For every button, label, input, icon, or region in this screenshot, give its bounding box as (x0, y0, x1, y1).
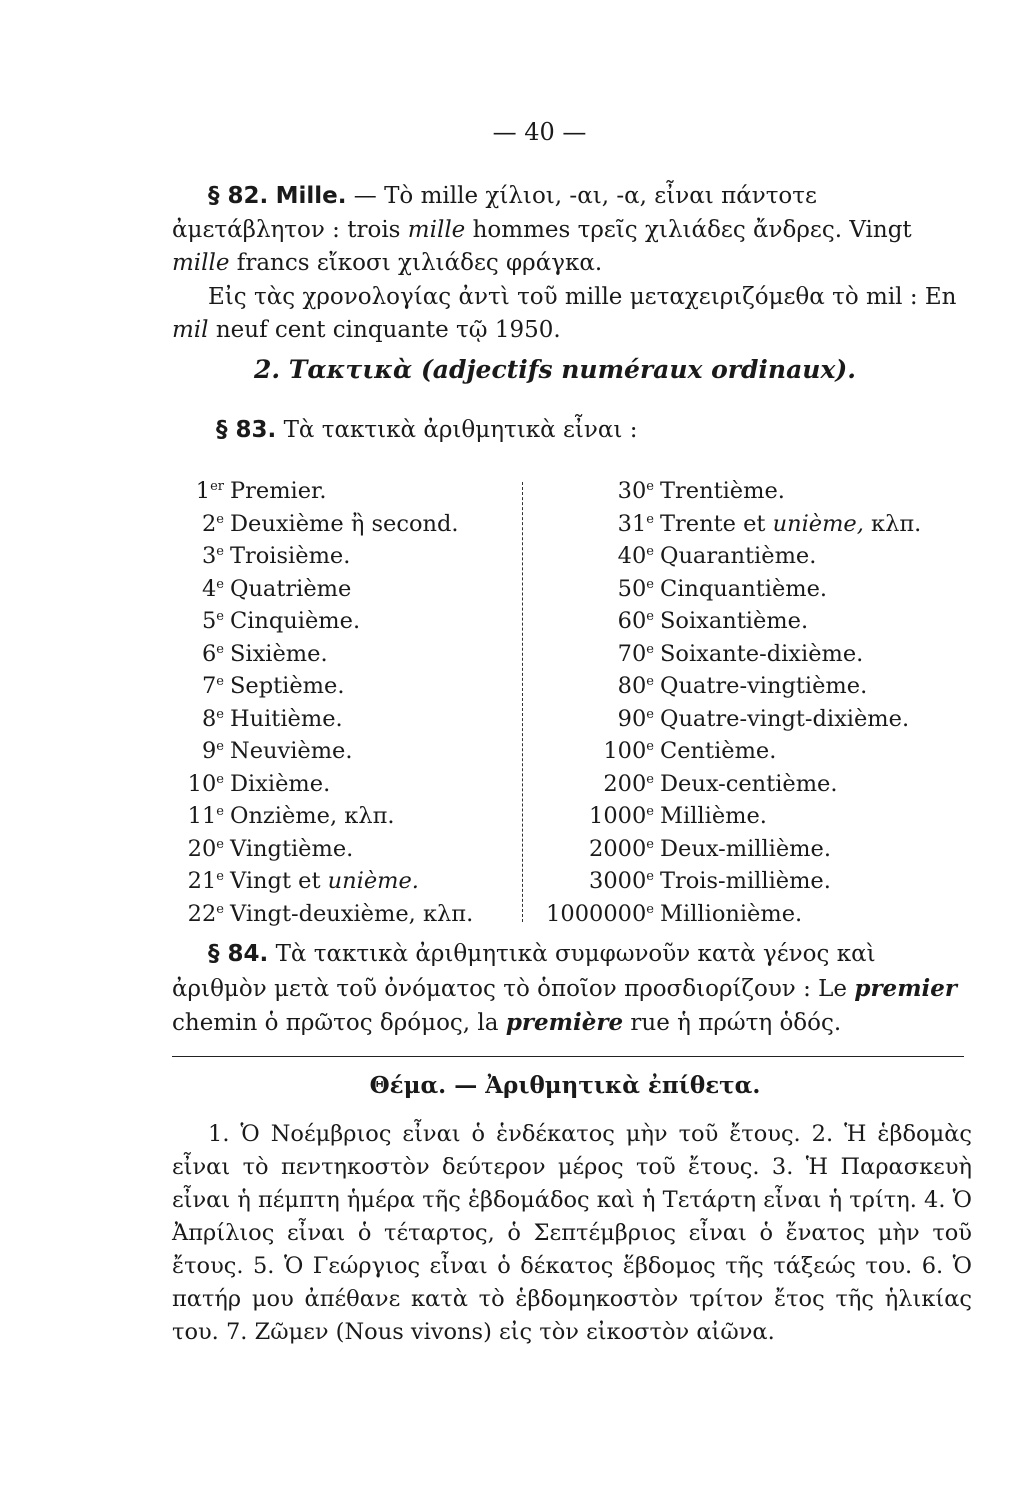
ordinal-row-right (530, 573, 921, 606)
ordinal-number: 80e (617, 673, 654, 699)
ordinal-suffix: e (216, 771, 224, 787)
s84-premiere: première (505, 1009, 624, 1036)
s82-text-1a: Τὸ mille χίλιοι, -αι, -α, εἶναι πάντοτε ἀμετάβλητον : trois (172, 183, 817, 243)
ordinal-suffix: e (646, 641, 654, 657)
ordinal-number: 21e (187, 868, 224, 894)
ordinal-row-right (530, 735, 921, 768)
section-2-title: 2. Τακτικὰ (adjectifs numéraux ordinaux). (254, 355, 856, 384)
s82-mille-italic-1: mille (407, 216, 466, 243)
ordinal-label: Troisième. (230, 543, 351, 569)
s83-text: Τὰ τακτικὰ ἀριθμητικὰ εἶναι : (276, 417, 638, 443)
ordinal-number: 20e (187, 835, 224, 862)
ordinal-number: 11e (187, 803, 224, 829)
ordinal-suffix: e (646, 771, 654, 787)
ordinal-suffix: e (646, 479, 654, 494)
ordinal-label: Soixante-dixième. (660, 640, 864, 667)
s82-text-1b: hommes τρεῖς χιλιάδες ἄνδρες. Vingt (465, 216, 912, 243)
ordinal-row-left (168, 735, 473, 768)
ordinal-row-right (530, 865, 921, 898)
ordinal-number: 2e (201, 510, 224, 537)
ordinal-suffix: e (216, 576, 224, 592)
horizontal-rule (172, 1056, 964, 1057)
ordinal-number: 7e (201, 673, 224, 699)
ordinal-label: Neuvième. (230, 738, 353, 764)
s82-text-1c: francs εἴκοσι χιλιάδες φράγκα. (229, 250, 603, 276)
ordinal-row-left (168, 833, 473, 866)
ordinal-label: Centième. (660, 738, 777, 764)
ordinal-suffix: e (216, 641, 224, 657)
ordinal-number: 1000e (589, 803, 654, 829)
ordinal-row-left (168, 865, 473, 898)
ordinal-row-right (530, 703, 921, 736)
ordinal-number: 6e (201, 640, 224, 667)
ordinal-number: 9e (201, 738, 224, 764)
ordinal-number: 31e (617, 510, 654, 537)
ordinal-label: Deux-centième. (660, 770, 838, 797)
ordinal-row-left (168, 898, 473, 931)
ordinal-number: 50e (617, 575, 654, 602)
ordinal-label: Premier. (230, 478, 327, 504)
ordinal-number: 100e (603, 738, 654, 764)
ordinal-suffix: er (210, 479, 224, 494)
theme-title: Θέμα. — Ἀριθμητικὰ ἐπίθετα. (369, 1072, 761, 1099)
s82-text-2a: Εἰς τὰς χρονολογίας ἀντὶ τοῦ mille μεταχειριζόμεθα τὸ mil : En (208, 283, 957, 310)
ordinal-number: 4e (201, 575, 224, 602)
ordinal-number: 30e (617, 478, 654, 504)
ordinal-label: Septième. (230, 673, 345, 699)
ordinal-label: Huitième. (230, 705, 343, 732)
ordinal-row-left (168, 605, 473, 638)
ordinal-suffix: e (216, 674, 224, 689)
ordinal-label: Trentième. (660, 478, 785, 504)
ordinal-suffix: e (216, 609, 224, 624)
ordinal-row-right (530, 605, 921, 638)
ordinal-row-right (530, 508, 921, 541)
s84-text-3: rue ἡ πρώτη ὁδός. (623, 1010, 842, 1036)
s84-text-1: Τὰ τακτικὰ ἀριθμητικὰ συμφωνοῦν κατὰ γένος καὶ ἀριθμὸν μετὰ τοῦ ὀνόματος τὸ ὁποῖον προσδιορίζουν : Le (172, 941, 876, 1002)
ordinal-suffix: e (646, 739, 654, 754)
section-head-mille: Mille. (275, 183, 347, 209)
ordinal-row-right (530, 898, 921, 931)
exercise-text (172, 1118, 972, 1349)
paragraph-82 (172, 180, 972, 348)
ordinal-number: 1000000e (546, 900, 654, 927)
ordinal-suffix: e (216, 836, 224, 852)
ordinal-suffix: e (646, 836, 654, 852)
ordinal-row-left (168, 573, 473, 606)
ordinal-label: Soixantième. (660, 608, 809, 634)
ordinal-suffix: e (216, 511, 224, 527)
ordinal-suffix: e (216, 706, 224, 722)
ordinal-suffix: e (646, 706, 654, 722)
ordinal-label: Trente et (660, 510, 773, 537)
ordinal-row-right (530, 768, 921, 801)
ordinal-label: Trois-millième. (660, 868, 831, 894)
ordinal-row-right (530, 475, 921, 508)
ordinals-right-column (530, 475, 921, 930)
ordinal-label: Vingtième. (230, 835, 354, 862)
ordinal-suffix: e (216, 869, 224, 884)
ordinal-label: Sixième. (230, 640, 328, 667)
ordinal-number: 90e (617, 705, 654, 732)
ordinal-row-left (168, 475, 473, 508)
ordinal-number: 8e (201, 705, 224, 732)
ordinal-label: Dixième. (230, 770, 331, 797)
ordinal-row-left (168, 508, 473, 541)
ordinal-number: 1er (195, 478, 224, 504)
ordinal-row-left (168, 703, 473, 736)
ordinal-label-italic: unième. (327, 868, 419, 894)
ordinal-label: Deux-millième. (660, 835, 831, 862)
ordinal-number: 70e (617, 640, 654, 667)
section-number-82: § 82. (208, 183, 269, 209)
section-number-84: § 84. (208, 941, 269, 967)
ordinal-label: Cinquième. (230, 608, 361, 634)
ordinal-label: Quarantième. (660, 543, 817, 569)
ordinal-suffix: e (216, 804, 224, 819)
ordinal-row-left (168, 670, 473, 703)
ordinal-label: Quatre-vingt-dixième. (660, 705, 910, 732)
s82-mil-italic: mil (172, 317, 209, 343)
ordinal-number: 3000e (589, 868, 654, 894)
paragraph-83 (172, 414, 972, 448)
s82-text-2b: neuf cent cinquante τῷ 1950. (208, 317, 561, 343)
ordinal-suffix: e (216, 739, 224, 754)
ordinal-row-left (168, 800, 473, 833)
ordinal-suffix: e (646, 609, 654, 624)
ordinal-number: 2000e (589, 835, 654, 862)
ordinal-suffix: e (216, 544, 224, 559)
ordinal-number: 200e (603, 770, 654, 797)
ordinal-row-right (530, 670, 921, 703)
ordinal-row-right (530, 638, 921, 671)
ordinal-row-right (530, 833, 921, 866)
s82-mille-italic-2: mille (172, 250, 230, 276)
ordinal-suffix: e (646, 901, 654, 917)
paragraph-84 (172, 938, 972, 1041)
s84-premier: premier (854, 974, 958, 1002)
ordinal-number: 10e (187, 770, 224, 797)
ordinal-row-left (168, 540, 473, 573)
ordinal-suffix: e (216, 901, 224, 917)
ordinal-label: Cinquantième. (660, 575, 828, 602)
ordinal-label: Deuxième ἢ second. (230, 510, 459, 537)
ordinal-label: Millionième. (660, 900, 803, 927)
ordinal-label: Vingt-deuxième, κλπ. (230, 900, 474, 927)
exercise-body: 1. Ὁ Νοέμβριος εἶναι ὁ ἑνδέκατος μὴν τοῦ ἔτους. 2. Ἡ ἑβδομὰς εἶναι τὸ πεντηκοστὸν δεύτερον μέρος τοῦ ἔτους. 3. Ἡ Παρασκευὴ εἶναι ἡ πέμπτη ἡμέρα τῆς ἑβδομάδος καὶ ἡ Τετάρτη εἶναι ἡ τρίτη. 4. Ὁ Ἀπρίλιος εἶναι ὁ τέταρτος, ὁ Σεπτέμβριος εἶναι ὁ ἔνατος μὴν τοῦ ἔτους. 5. Ὁ Γεώργιος εἶναι ὁ δέκατος ἕβδομος τῆς τάξεώς του. 6. Ὁ πατήρ μου ἀπέθανε κατὰ τὸ ἑβδομηκοστὸν τρίτον ἔτος τῆς ἡλικίας του. 7. Ζῶμεν (Nous vivons) εἰς τὸν εἰκοστὸν αἰῶνα. (172, 1121, 972, 1345)
ordinal-label-italic: unième, (772, 510, 864, 537)
ordinal-number: 3e (201, 543, 224, 569)
ordinal-row-left (168, 768, 473, 801)
ordinal-label: Quatre-vingtième. (660, 673, 868, 699)
ordinal-suffix: e (646, 869, 654, 884)
ordinal-number: 22e (187, 900, 224, 927)
ordinal-row-left (168, 638, 473, 671)
section-number-83: § 83. (216, 417, 277, 443)
ordinal-label: Vingt et (230, 868, 328, 894)
ordinal-number: 60e (617, 608, 654, 634)
ordinal-suffix: e (646, 804, 654, 819)
ordinal-suffix: e (646, 544, 654, 559)
page-number: — 40 — (492, 118, 587, 146)
ordinal-number: 40e (617, 543, 654, 569)
ordinal-label-after: κλπ. (863, 510, 922, 537)
ordinal-number: 5e (201, 608, 224, 634)
section-dash: — (346, 183, 385, 209)
ordinal-row-right (530, 540, 921, 573)
ordinal-label: Onzième, κλπ. (230, 803, 395, 829)
ordinal-label: Quatrième (230, 575, 352, 602)
ordinals-left-column (168, 475, 473, 930)
ordinal-suffix: e (646, 511, 654, 527)
column-divider (522, 482, 523, 922)
ordinal-suffix: e (646, 674, 654, 689)
ordinal-label: Millième. (660, 803, 767, 829)
s84-text-2: chemin ὁ πρῶτος δρόμος, la (172, 1010, 506, 1036)
ordinal-row-right (530, 800, 921, 833)
ordinal-suffix: e (646, 576, 654, 592)
